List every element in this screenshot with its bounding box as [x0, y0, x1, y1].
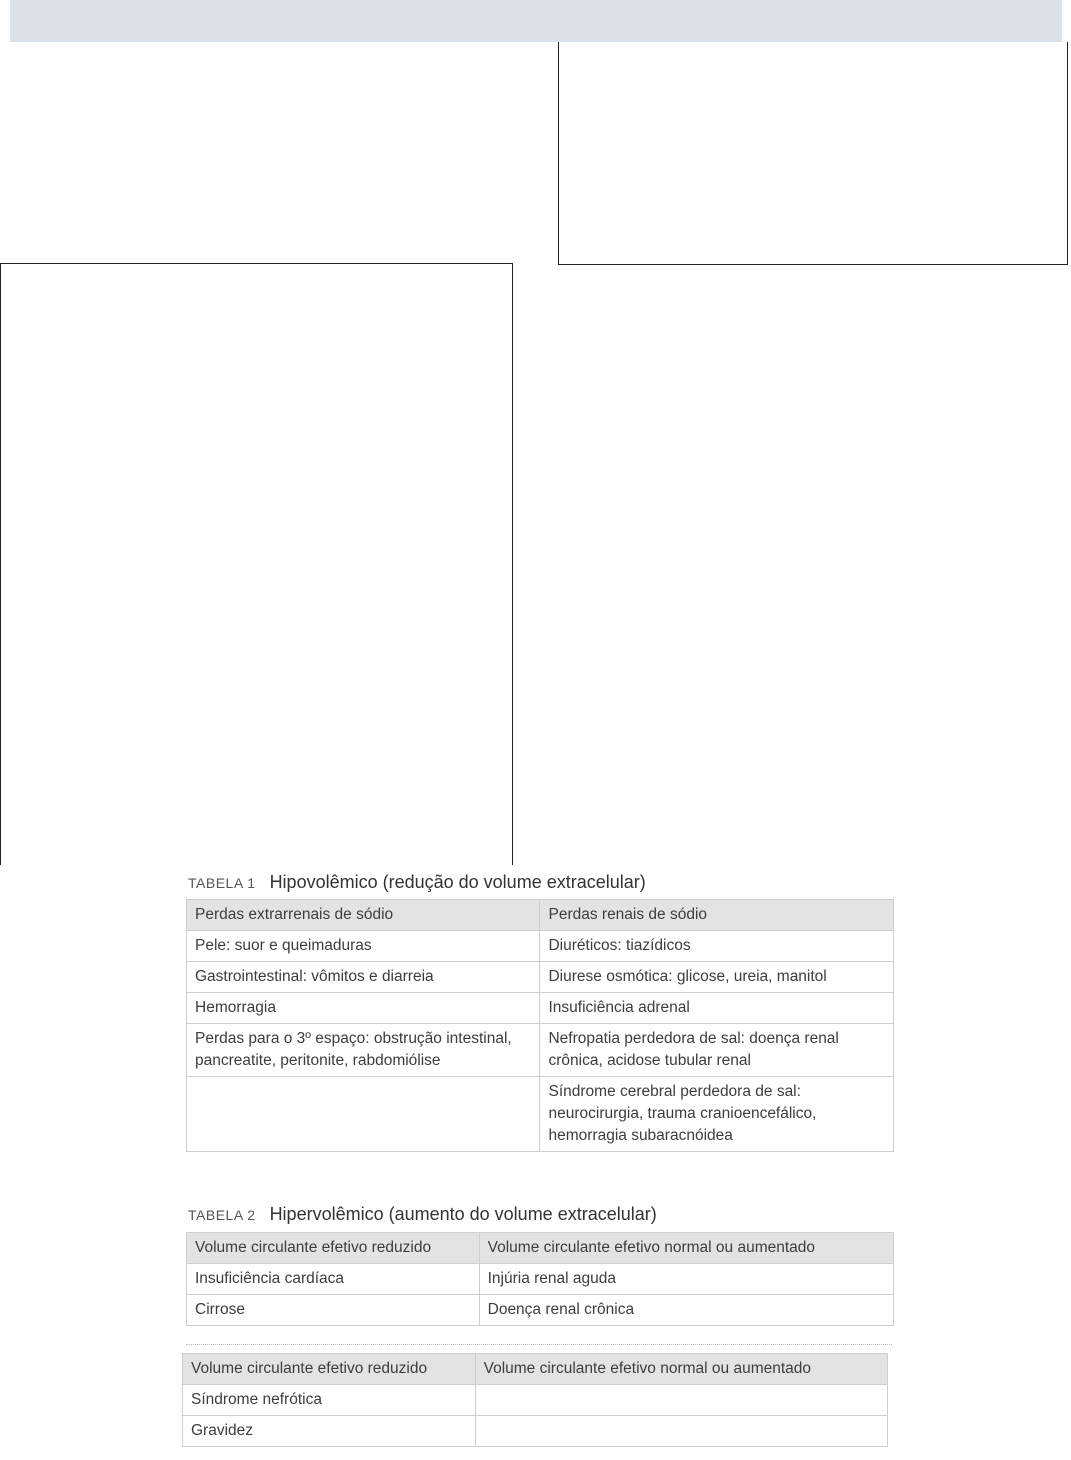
table3-header-row [183, 1354, 888, 1385]
table3-header: Volume circulante efetivo normal ou aumentado [475, 1354, 887, 1385]
table-row [187, 1077, 894, 1152]
table-cell: Gravidez [183, 1416, 476, 1447]
table1-label: TABELA 1 [188, 875, 256, 891]
table-cell: Hemorragia [187, 993, 540, 1024]
table-row [187, 962, 894, 993]
table-cell: Doença renal crônica [479, 1295, 893, 1326]
table-cell: Nefropatia perdedora de sal: doença renal crônica, acidose tubular renal [540, 1024, 894, 1077]
table-row [187, 993, 894, 1024]
table-cell: Injúria renal aguda [479, 1264, 893, 1295]
table1-caption [188, 872, 646, 893]
table2 [186, 1232, 894, 1326]
table3-header: Volume circulante efetivo reduzido [183, 1354, 476, 1385]
table1-title: Hipovolêmico (redução do volume extracelular) [269, 872, 646, 892]
table2-header-row [187, 1233, 894, 1264]
table-cell: Insuficiência cardíaca [187, 1264, 480, 1295]
header-bar [10, 0, 1062, 42]
table-cell [475, 1385, 887, 1416]
table1-header-row [187, 900, 894, 931]
table-cell: Cirrose [187, 1295, 480, 1326]
table-row [187, 1295, 894, 1326]
table1-header: Perdas renais de sódio [540, 900, 894, 931]
table2-title: Hipervolêmico (aumento do volume extracelular) [269, 1204, 657, 1224]
table1-header: Perdas extrarrenais de sódio [187, 900, 540, 931]
table2-label: TABELA 2 [188, 1207, 256, 1223]
table1 [186, 899, 894, 1152]
empty-frame-right [558, 42, 1068, 265]
table-row [183, 1416, 888, 1447]
empty-frame-left [0, 263, 513, 865]
table-row [187, 1264, 894, 1295]
table-cell: Gastrointestinal: vômitos e diarreia [187, 962, 540, 993]
table-row [183, 1385, 888, 1416]
table-cell: Pele: suor e queimaduras [187, 931, 540, 962]
table-cell: Perdas para o 3º espaço: obstrução intestinal, pancreatite, peritonite, rabdomiólise [187, 1024, 540, 1077]
table-cell [475, 1416, 887, 1447]
table3 [182, 1353, 888, 1447]
cut-divider [186, 1336, 892, 1345]
table-cell [187, 1077, 540, 1152]
table-cell: Insuficiência adrenal [540, 993, 894, 1024]
table2-header: Volume circulante efetivo normal ou aumentado [479, 1233, 893, 1264]
table2-caption [188, 1204, 657, 1225]
table-cell: Síndrome nefrótica [183, 1385, 476, 1416]
table-cell: Diurese osmótica: glicose, ureia, manitol [540, 962, 894, 993]
table-row [187, 1024, 894, 1077]
table-cell: Diuréticos: tiazídicos [540, 931, 894, 962]
table2-header: Volume circulante efetivo reduzido [187, 1233, 480, 1264]
table-row [187, 931, 894, 962]
table-cell: Síndrome cerebral perdedora de sal: neurocirurgia, trauma cranioencefálico, hemorragia subaracnóidea [540, 1077, 894, 1152]
